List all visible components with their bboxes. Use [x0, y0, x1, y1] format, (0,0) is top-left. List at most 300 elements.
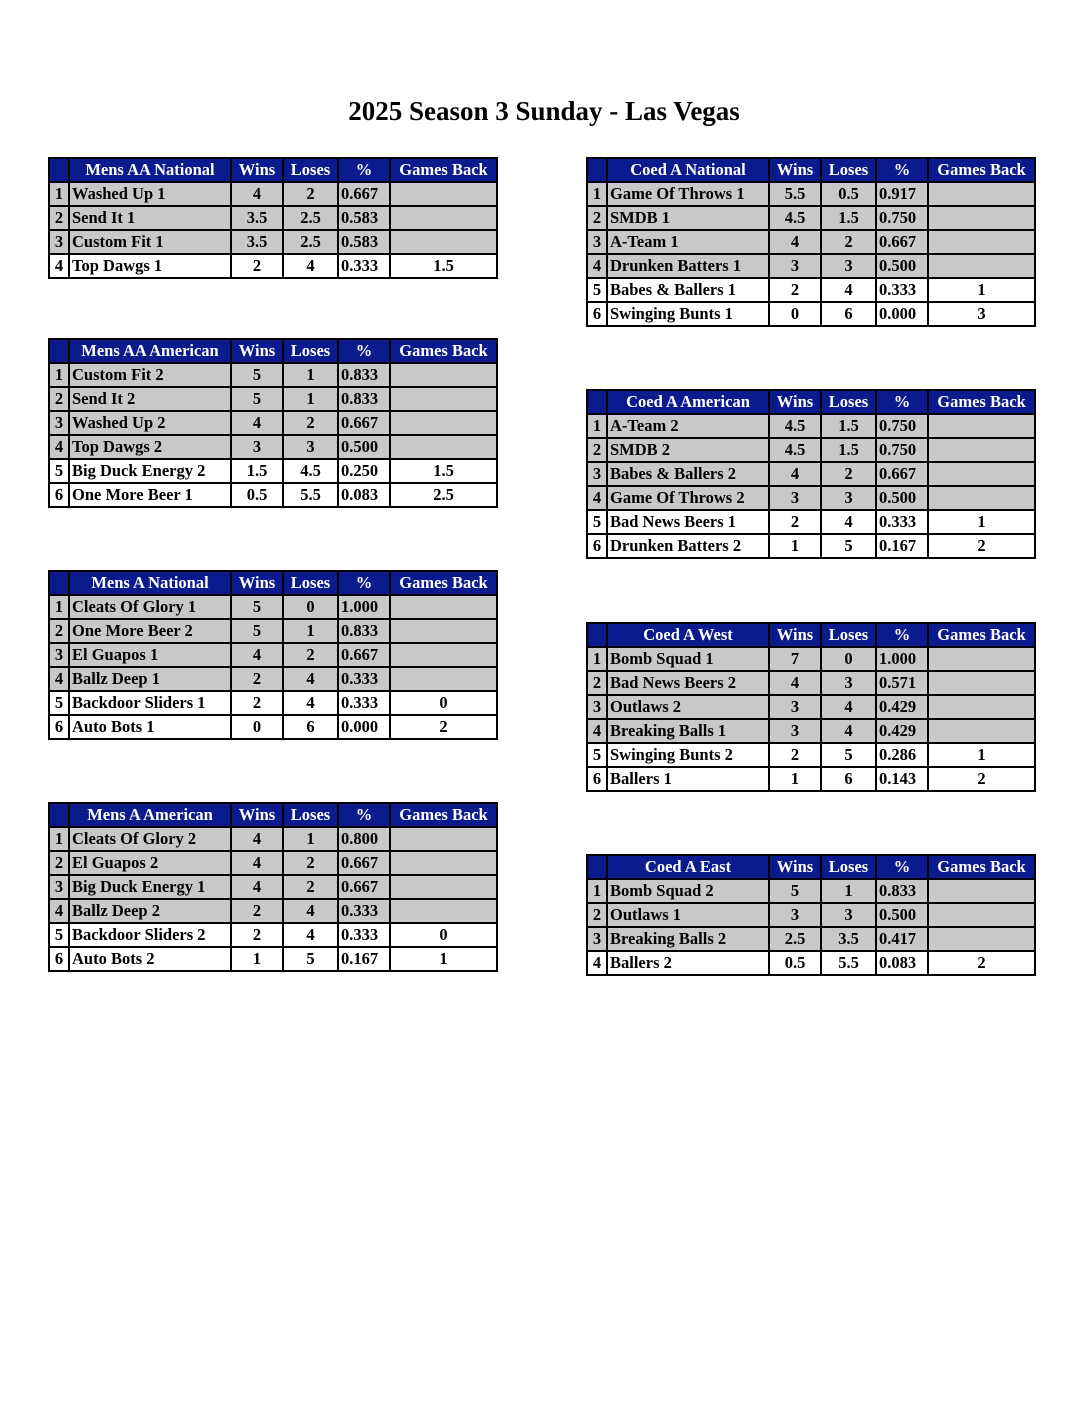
wins-cell: 0.5 [231, 483, 283, 507]
team-name-cell: Drunken Batters 1 [607, 254, 769, 278]
team-name-cell: Swinging Bunts 1 [607, 302, 769, 326]
page-title: 2025 Season 3 Sunday - Las Vegas [348, 96, 740, 126]
games-back-cell [928, 182, 1035, 206]
wins-cell: 2 [231, 923, 283, 947]
wins-header: Wins [231, 571, 283, 595]
wins-cell: 5 [769, 879, 821, 903]
team-name-cell: Send It 2 [69, 387, 231, 411]
games-back-cell [928, 671, 1035, 695]
rank-cell: 1 [587, 647, 607, 671]
wins-cell: 2.5 [769, 927, 821, 951]
loses-cell: 4 [283, 899, 338, 923]
table-row [49, 230, 497, 254]
loses-cell: 2 [283, 411, 338, 435]
pct-cell: 0.333 [338, 254, 390, 278]
table-row [49, 875, 497, 899]
wins-cell: 5 [231, 595, 283, 619]
games-back-cell [928, 414, 1035, 438]
loses-cell: 4 [283, 923, 338, 947]
table-row [587, 414, 1035, 438]
wins-cell: 4 [769, 230, 821, 254]
team-name-cell: Ballers 2 [607, 951, 769, 975]
team-name-cell: One More Beer 2 [69, 619, 231, 643]
pct-cell: 0.143 [876, 767, 928, 791]
rank-cell: 6 [49, 947, 69, 971]
wins-header: Wins [769, 855, 821, 879]
rank-cell: 3 [49, 875, 69, 899]
wins-cell: 2 [769, 278, 821, 302]
games-back-cell [390, 667, 497, 691]
wins-cell: 5 [231, 387, 283, 411]
rank-cell: 5 [49, 691, 69, 715]
rank-cell: 2 [49, 206, 69, 230]
team-name-cell: Big Duck Energy 2 [69, 459, 231, 483]
wins-cell: 3 [769, 486, 821, 510]
loses-cell: 1 [283, 363, 338, 387]
division-name: Coed A East [607, 855, 769, 879]
loses-cell: 2.5 [283, 230, 338, 254]
table-header-row [49, 803, 497, 827]
games-back-cell [928, 903, 1035, 927]
rank-header [587, 855, 607, 879]
team-name-cell: Babes & Ballers 2 [607, 462, 769, 486]
team-name-cell: Auto Bots 2 [69, 947, 231, 971]
games-back-cell [390, 206, 497, 230]
games-back-cell [390, 643, 497, 667]
pct-cell: 0.286 [876, 743, 928, 767]
games-back-header: Games Back [928, 623, 1035, 647]
wins-cell: 4 [231, 875, 283, 899]
rank-cell: 1 [49, 595, 69, 619]
loses-header: Loses [283, 571, 338, 595]
loses-header: Loses [283, 339, 338, 363]
standings-table-mens-aa-american [48, 338, 498, 508]
team-name-cell: Auto Bots 1 [69, 715, 231, 739]
pct-cell: 0.667 [338, 411, 390, 435]
rank-header [587, 623, 607, 647]
pct-cell: 0.000 [876, 302, 928, 326]
standings-table-mens-a-american [48, 802, 498, 972]
games-back-cell [928, 206, 1035, 230]
rank-cell: 6 [49, 715, 69, 739]
rank-cell: 4 [49, 899, 69, 923]
pct-cell: 0.333 [338, 691, 390, 715]
standings-table-coed-a-national [586, 157, 1036, 327]
loses-cell: 6 [821, 767, 876, 791]
table-row [587, 486, 1035, 510]
table-row [49, 459, 497, 483]
pct-cell: 0.583 [338, 230, 390, 254]
pct-header: % [876, 158, 928, 182]
loses-header: Loses [821, 158, 876, 182]
table-row [587, 254, 1035, 278]
table-row [49, 643, 497, 667]
wins-cell: 4 [769, 671, 821, 695]
rank-header [587, 158, 607, 182]
team-name-cell: Swinging Bunts 2 [607, 743, 769, 767]
loses-cell: 2.5 [283, 206, 338, 230]
team-name-cell: Bad News Beers 1 [607, 510, 769, 534]
team-name-cell: Ballers 1 [607, 767, 769, 791]
rank-cell: 4 [587, 254, 607, 278]
pct-cell: 0.333 [876, 510, 928, 534]
rank-cell: 1 [587, 879, 607, 903]
wins-cell: 2 [231, 254, 283, 278]
games-back-header: Games Back [928, 158, 1035, 182]
table-row [49, 851, 497, 875]
wins-cell: 2 [231, 667, 283, 691]
wins-cell: 5 [231, 619, 283, 643]
table-row [587, 743, 1035, 767]
pct-header: % [338, 803, 390, 827]
team-name-cell: Bomb Squad 1 [607, 647, 769, 671]
team-name-cell: One More Beer 1 [69, 483, 231, 507]
wins-cell: 4 [231, 643, 283, 667]
games-back-cell [928, 462, 1035, 486]
team-name-cell: A-Team 1 [607, 230, 769, 254]
games-back-cell: 1.5 [390, 254, 497, 278]
games-back-cell: 2 [390, 715, 497, 739]
wins-cell: 2 [231, 691, 283, 715]
pct-cell: 0.500 [876, 254, 928, 278]
table-row [587, 510, 1035, 534]
games-back-cell [390, 619, 497, 643]
rank-header [49, 803, 69, 827]
team-name-cell: Custom Fit 2 [69, 363, 231, 387]
pct-cell: 0.333 [338, 923, 390, 947]
table-header-row [587, 623, 1035, 647]
loses-cell: 1 [821, 879, 876, 903]
wins-cell: 4 [769, 462, 821, 486]
rank-cell: 3 [49, 643, 69, 667]
rank-cell: 6 [587, 302, 607, 326]
team-name-cell: Bomb Squad 2 [607, 879, 769, 903]
rank-cell: 1 [49, 182, 69, 206]
games-back-cell [390, 363, 497, 387]
rank-cell: 3 [587, 695, 607, 719]
games-back-header: Games Back [390, 339, 497, 363]
team-name-cell: Bad News Beers 2 [607, 671, 769, 695]
pct-cell: 0.417 [876, 927, 928, 951]
table-row [49, 363, 497, 387]
pct-cell: 0.500 [338, 435, 390, 459]
rank-cell: 3 [49, 411, 69, 435]
table-row [49, 387, 497, 411]
team-name-cell: Outlaws 2 [607, 695, 769, 719]
team-name-cell: Game Of Throws 2 [607, 486, 769, 510]
pct-cell: 0.800 [338, 827, 390, 851]
games-back-cell [390, 851, 497, 875]
games-back-cell [390, 387, 497, 411]
table-row [49, 435, 497, 459]
pct-cell: 0.667 [876, 462, 928, 486]
pct-cell: 0.333 [338, 899, 390, 923]
loses-cell: 1.5 [821, 438, 876, 462]
team-name-cell: Cleats Of Glory 2 [69, 827, 231, 851]
pct-header: % [876, 623, 928, 647]
team-name-cell: Custom Fit 1 [69, 230, 231, 254]
team-name-cell: Big Duck Energy 1 [69, 875, 231, 899]
loses-cell: 5 [283, 947, 338, 971]
loses-cell: 1 [283, 387, 338, 411]
team-name-cell: Washed Up 2 [69, 411, 231, 435]
standings-table-mens-a-national [48, 570, 498, 740]
team-name-cell: Breaking Balls 2 [607, 927, 769, 951]
loses-cell: 0 [821, 647, 876, 671]
division-name: Coed A West [607, 623, 769, 647]
loses-cell: 2 [283, 643, 338, 667]
team-name-cell: Backdoor Sliders 1 [69, 691, 231, 715]
team-name-cell: Breaking Balls 1 [607, 719, 769, 743]
pct-cell: 0.083 [876, 951, 928, 975]
wins-cell: 4 [231, 827, 283, 851]
games-back-cell [928, 719, 1035, 743]
rank-cell: 4 [587, 486, 607, 510]
table-row [587, 534, 1035, 558]
wins-cell: 3 [769, 903, 821, 927]
table-row [587, 951, 1035, 975]
loses-cell: 0.5 [821, 182, 876, 206]
table-row [587, 671, 1035, 695]
pct-cell: 0.667 [338, 875, 390, 899]
pct-cell: 0.833 [338, 363, 390, 387]
loses-cell: 2 [821, 230, 876, 254]
rank-cell: 3 [587, 927, 607, 951]
wins-cell: 3.5 [231, 206, 283, 230]
team-name-cell: Babes & Ballers 1 [607, 278, 769, 302]
team-name-cell: El Guapos 1 [69, 643, 231, 667]
team-name-cell: Ballz Deep 1 [69, 667, 231, 691]
table-row [49, 595, 497, 619]
table-row [49, 254, 497, 278]
pct-cell: 0.083 [338, 483, 390, 507]
wins-cell: 2 [769, 743, 821, 767]
table-header-row [49, 339, 497, 363]
games-back-cell: 1 [928, 743, 1035, 767]
wins-cell: 4.5 [769, 206, 821, 230]
loses-cell: 5 [821, 743, 876, 767]
pct-cell: 0.833 [876, 879, 928, 903]
team-name-cell: Drunken Batters 2 [607, 534, 769, 558]
rank-cell: 2 [49, 851, 69, 875]
games-back-cell [928, 438, 1035, 462]
team-name-cell: A-Team 2 [607, 414, 769, 438]
pct-cell: 0.500 [876, 486, 928, 510]
table-header-row [587, 390, 1035, 414]
table-row [49, 619, 497, 643]
games-back-header: Games Back [928, 390, 1035, 414]
table-row [587, 879, 1035, 903]
loses-cell: 4 [821, 278, 876, 302]
wins-cell: 3 [769, 719, 821, 743]
loses-cell: 1.5 [821, 414, 876, 438]
division-name: Mens AA National [69, 158, 231, 182]
games-back-cell [390, 230, 497, 254]
table-row [49, 715, 497, 739]
table-row [587, 206, 1035, 230]
rank-cell: 5 [587, 743, 607, 767]
table-row [587, 438, 1035, 462]
games-back-cell: 3 [928, 302, 1035, 326]
pct-cell: 0.917 [876, 182, 928, 206]
pct-header: % [876, 855, 928, 879]
loses-cell: 5 [821, 534, 876, 558]
loses-cell: 3 [283, 435, 338, 459]
pct-cell: 1.000 [338, 595, 390, 619]
table-header-row [49, 571, 497, 595]
wins-header: Wins [769, 623, 821, 647]
games-back-cell [928, 695, 1035, 719]
team-name-cell: Cleats Of Glory 1 [69, 595, 231, 619]
standings-table-coed-a-west [586, 622, 1036, 792]
pct-cell: 0.500 [876, 903, 928, 927]
pct-cell: 0.750 [876, 438, 928, 462]
team-name-cell: SMDB 2 [607, 438, 769, 462]
rank-cell: 5 [587, 510, 607, 534]
wins-cell: 4 [231, 851, 283, 875]
pct-cell: 0.750 [876, 414, 928, 438]
table-row [49, 691, 497, 715]
table-row [587, 903, 1035, 927]
rank-header [587, 390, 607, 414]
games-back-cell [390, 435, 497, 459]
rank-cell: 4 [49, 435, 69, 459]
wins-cell: 4 [231, 182, 283, 206]
rank-cell: 6 [587, 767, 607, 791]
wins-header: Wins [231, 158, 283, 182]
rank-cell: 5 [587, 278, 607, 302]
wins-cell: 1.5 [231, 459, 283, 483]
table-row [49, 411, 497, 435]
team-name-cell: Ballz Deep 2 [69, 899, 231, 923]
games-back-cell: 1 [390, 947, 497, 971]
rank-cell: 3 [587, 462, 607, 486]
rank-cell: 5 [49, 459, 69, 483]
table-header-row [587, 158, 1035, 182]
wins-cell: 3 [231, 435, 283, 459]
team-name-cell: Washed Up 1 [69, 182, 231, 206]
loses-cell: 3 [821, 254, 876, 278]
games-back-cell [390, 182, 497, 206]
loses-header: Loses [283, 158, 338, 182]
loses-cell: 2 [283, 875, 338, 899]
wins-cell: 3 [769, 254, 821, 278]
games-back-cell [928, 486, 1035, 510]
pct-cell: 0.167 [876, 534, 928, 558]
team-name-cell: El Guapos 2 [69, 851, 231, 875]
table-row [587, 695, 1035, 719]
standings-table-coed-a-american [586, 389, 1036, 559]
pct-cell: 0.667 [338, 182, 390, 206]
table-row [49, 923, 497, 947]
team-name-cell: SMDB 1 [607, 206, 769, 230]
wins-cell: 3.5 [231, 230, 283, 254]
rank-cell: 1 [49, 363, 69, 387]
loses-header: Loses [821, 855, 876, 879]
pct-cell: 0.429 [876, 719, 928, 743]
loses-cell: 4 [821, 695, 876, 719]
pct-cell: 1.000 [876, 647, 928, 671]
wins-cell: 0 [769, 302, 821, 326]
games-back-cell: 0 [390, 923, 497, 947]
standings-table-mens-aa-national [48, 157, 498, 279]
games-back-cell [928, 879, 1035, 903]
pct-cell: 0.333 [876, 278, 928, 302]
rank-cell: 4 [587, 719, 607, 743]
wins-cell: 1 [769, 534, 821, 558]
wins-cell: 7 [769, 647, 821, 671]
games-back-cell [928, 927, 1035, 951]
wins-cell: 0 [231, 715, 283, 739]
rank-cell: 5 [49, 923, 69, 947]
games-back-cell [390, 875, 497, 899]
table-row [587, 278, 1035, 302]
table-row [587, 230, 1035, 254]
rank-cell: 4 [49, 667, 69, 691]
loses-header: Loses [821, 390, 876, 414]
wins-cell: 5.5 [769, 182, 821, 206]
loses-cell: 4.5 [283, 459, 338, 483]
table-row [49, 827, 497, 851]
wins-header: Wins [231, 803, 283, 827]
division-name: Mens A American [69, 803, 231, 827]
team-name-cell: Send It 1 [69, 206, 231, 230]
rank-cell: 2 [587, 438, 607, 462]
rank-cell: 4 [587, 951, 607, 975]
standings-table-coed-a-east [586, 854, 1036, 976]
loses-cell: 4 [283, 667, 338, 691]
table-row [587, 927, 1035, 951]
games-back-cell [390, 411, 497, 435]
wins-cell: 1 [769, 767, 821, 791]
pct-cell: 0.750 [876, 206, 928, 230]
pct-cell: 0.833 [338, 387, 390, 411]
games-back-cell: 2 [928, 951, 1035, 975]
rank-cell: 2 [587, 206, 607, 230]
rank-cell: 6 [49, 483, 69, 507]
rank-cell: 2 [587, 671, 607, 695]
rank-cell: 2 [49, 387, 69, 411]
wins-cell: 0.5 [769, 951, 821, 975]
games-back-cell: 2 [928, 767, 1035, 791]
pct-cell: 0.667 [876, 230, 928, 254]
loses-cell: 3 [821, 671, 876, 695]
games-back-cell [928, 254, 1035, 278]
loses-cell: 3.5 [821, 927, 876, 951]
wins-cell: 2 [769, 510, 821, 534]
wins-cell: 5 [231, 363, 283, 387]
pct-header: % [876, 390, 928, 414]
loses-cell: 2 [283, 182, 338, 206]
games-back-cell: 2 [928, 534, 1035, 558]
games-back-header: Games Back [390, 158, 497, 182]
pct-cell: 0.333 [338, 667, 390, 691]
games-back-header: Games Back [390, 803, 497, 827]
pct-cell: 0.571 [876, 671, 928, 695]
rank-cell: 1 [49, 827, 69, 851]
pct-cell: 0.667 [338, 851, 390, 875]
pct-header: % [338, 339, 390, 363]
wins-cell: 4 [231, 411, 283, 435]
rank-cell: 4 [49, 254, 69, 278]
pct-cell: 0.833 [338, 619, 390, 643]
loses-cell: 0 [283, 595, 338, 619]
wins-cell: 4.5 [769, 438, 821, 462]
loses-header: Loses [283, 803, 338, 827]
team-name-cell: Backdoor Sliders 2 [69, 923, 231, 947]
games-back-cell: 1 [928, 510, 1035, 534]
games-back-cell: 2.5 [390, 483, 497, 507]
